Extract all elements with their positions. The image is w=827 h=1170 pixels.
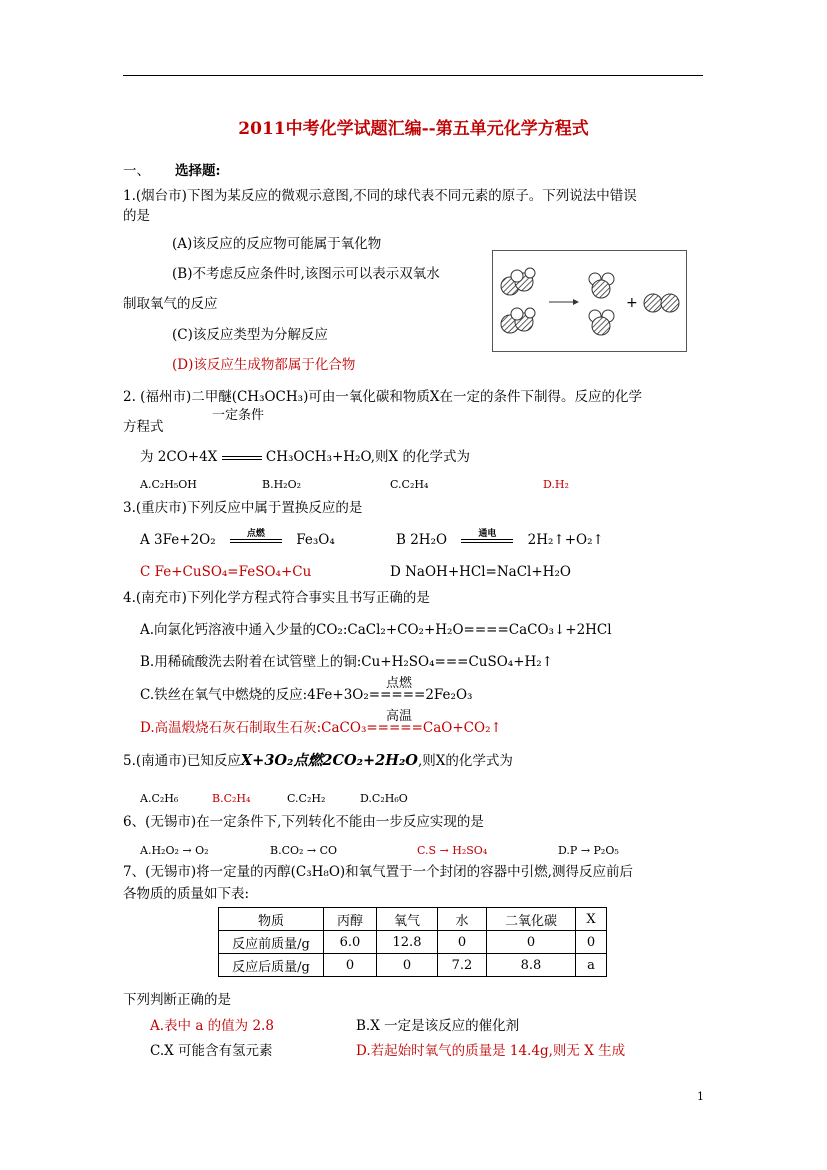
q4-c-condition: 点燃 xyxy=(386,676,413,691)
table-cell: 0 xyxy=(487,931,576,954)
q2-option-b: B.H₂O₂ xyxy=(262,478,302,491)
table-row xyxy=(219,908,607,931)
q7-after-table: 下列判断正确的是 xyxy=(123,992,231,1008)
q2-equation xyxy=(140,448,470,466)
table-cell: 6.0 xyxy=(324,931,377,954)
q2-equation-right: CH₃OCH₃+H₂O,则X 的化学式为 xyxy=(265,449,470,465)
q2-equation-left: 为 2CO+4X xyxy=(140,449,218,465)
q1-option-a: (A)该反应的反应物可能属于氧化物 xyxy=(172,236,382,252)
q3-a-condition: 点燃 xyxy=(246,528,265,539)
q3-option-c: C Fe+CuSO₄=FeSO₄+Cu xyxy=(140,564,312,580)
q3-a-right: Fe₃O₄ xyxy=(296,532,335,548)
product-molecule-icon xyxy=(589,310,614,335)
table-cell: 反应后质量/g xyxy=(219,954,324,977)
table-cell: 物质 xyxy=(219,908,324,931)
plus-sign: + xyxy=(626,295,638,311)
table-cell: 氧气 xyxy=(377,908,438,931)
table-cell: 丙醇 xyxy=(324,908,377,931)
reactant-molecule-icon xyxy=(501,308,535,333)
q6-option-b: B.CO₂ → CO xyxy=(270,844,338,857)
table-cell: 12.8 xyxy=(377,931,438,954)
q4-option-a: A.向氯化钙溶液中通入少量的CO₂:CaCl₂+CO₂+H₂O====CaCO₃↓+2HCl xyxy=(140,622,612,638)
q4-stem: 4.(南充市)下列化学方程式符合事实且书写正确的是 xyxy=(123,590,430,606)
table-cell: 反应前质量/g xyxy=(219,931,324,954)
q1-option-d: (D)该反应生成物都属于化合物 xyxy=(172,357,356,373)
q6-stem: 6、(无锡市)在一定条件下,下列转化不能由一步反应实现的是 xyxy=(123,814,484,830)
q5-option-a: A.C₂H₆ xyxy=(140,792,179,805)
q3-b-condition: 通电 xyxy=(478,528,497,539)
q5-option-b: B.C₂H₄ xyxy=(212,792,251,805)
header-rule xyxy=(123,75,703,76)
q7-option-b: B.X 一定是该反应的催化剂 xyxy=(356,1018,520,1034)
q4-option-d: D.高温煅烧石灰石制取生石灰:CaCO₃=====CaO+CO₂↑ xyxy=(140,720,502,736)
page-number: 1 xyxy=(697,1090,704,1103)
table-cell: 0 xyxy=(438,931,487,954)
table-cell: 二氧化碳 xyxy=(487,908,576,931)
q5-stem xyxy=(123,752,513,770)
table-cell: 0 xyxy=(576,931,607,954)
reaction-diagram xyxy=(492,250,687,352)
q3-b-left: B 2H₂O xyxy=(396,532,448,548)
q4-option-b: B.用稀硫酸洗去附着在试管壁上的铜:Cu+H₂SO₄===CuSO₄+H₂↑ xyxy=(140,654,554,670)
product-molecule-icon xyxy=(589,273,614,298)
table-row xyxy=(219,931,607,954)
q2-stem-line2: 方程式 xyxy=(123,419,164,435)
q2-option-a: A.C₂H₅OH xyxy=(140,478,197,491)
q1-stem-line1: 1.(烟台市)下图为某反应的微观示意图,不同的球代表不同元素的原子。下列说法中错误 xyxy=(123,188,637,204)
q3-b-right: 2H₂↑+O₂↑ xyxy=(527,532,604,548)
q5-equation: X+3O₂点燃2CO₂+2H₂O xyxy=(240,752,418,769)
q5-stem-post: ,则X的化学式为 xyxy=(417,753,513,769)
section-label: 选择题: xyxy=(175,163,221,179)
mass-table xyxy=(218,907,607,977)
q1-stem-line2: 的是 xyxy=(123,208,150,224)
table-cell: 0 xyxy=(324,954,377,977)
section-number: 一、 xyxy=(123,163,150,179)
table-cell: X xyxy=(576,908,607,931)
q6-option-c: C.S → H₂SO₄ xyxy=(417,844,488,857)
q1-option-c: (C)该反应类型为分解反应 xyxy=(172,327,328,343)
product-molecule-icon xyxy=(644,294,679,312)
q3-option-d: D NaOH+HCl=NaCl+H₂O xyxy=(390,564,571,580)
table-cell: 0 xyxy=(377,954,438,977)
table-row xyxy=(219,954,607,977)
q1-option-b-line1: (B)不考虑反应条件时,该图示可以表示双氧水 xyxy=(172,266,440,282)
q1-option-b-line2: 制取氧气的反应 xyxy=(123,296,218,312)
q7-option-c: C.X 可能含有氢元素 xyxy=(150,1043,273,1059)
equation-sign xyxy=(222,452,262,464)
q2-option-d: D.H₂ xyxy=(543,478,569,491)
q4-d-condition: 高温 xyxy=(386,709,413,724)
q2-option-c: C.C₂H₄ xyxy=(390,478,429,491)
equation-sign xyxy=(230,528,282,547)
q4-option-c: C.铁丝在氧气中燃烧的反应:4Fe+3O₂=====2Fe₂O₃ xyxy=(140,687,473,703)
q7-option-d: D.若起始时氧气的质量是 14.4g,则无 X 生成 xyxy=(356,1043,626,1059)
q7-stem-line2: 各物质的质量如下表: xyxy=(123,886,250,902)
reactant-molecule-icon xyxy=(501,268,535,295)
q3-a-left: A 3Fe+2O₂ xyxy=(140,532,216,548)
table-cell: 水 xyxy=(438,908,487,931)
q7-option-a: A.表中 a 的值为 2.8 xyxy=(150,1018,274,1034)
q3-option-b xyxy=(396,528,604,549)
table-cell: 8.8 xyxy=(487,954,576,977)
q2-condition: 一定条件 xyxy=(212,408,265,423)
q6-option-d: D.P → P₂O₅ xyxy=(558,844,619,857)
page-title: 2011中考化学试题汇编--第五单元化学方程式 xyxy=(238,119,589,139)
q3-stem: 3.(重庆市)下列反应中属于置换反应的是 xyxy=(123,500,363,516)
equation-sign xyxy=(461,528,513,547)
q5-stem-pre: 5.(南通市)已知反应 xyxy=(123,753,241,769)
q2-stem-line1: 2. (福州市)二甲醚(CH₃OCH₃)可由一氧化碳和物质X在一定的条件下制得。反应的化学 xyxy=(123,389,642,405)
table-cell: 7.2 xyxy=(438,954,487,977)
q6-option-a: A.H₂O₂ → O₂ xyxy=(140,844,209,857)
q5-option-c: C.C₂H₂ xyxy=(287,792,326,805)
q7-stem-line1: 7、(无锡市)将一定量的丙醇(C₃H₈O)和氧气置于一个封闭的容器中引燃,测得反应前后 xyxy=(123,864,633,880)
q3-option-a xyxy=(140,528,335,549)
q5-option-d: D.C₂H₆O xyxy=(360,792,408,805)
table-cell: a xyxy=(576,954,607,977)
